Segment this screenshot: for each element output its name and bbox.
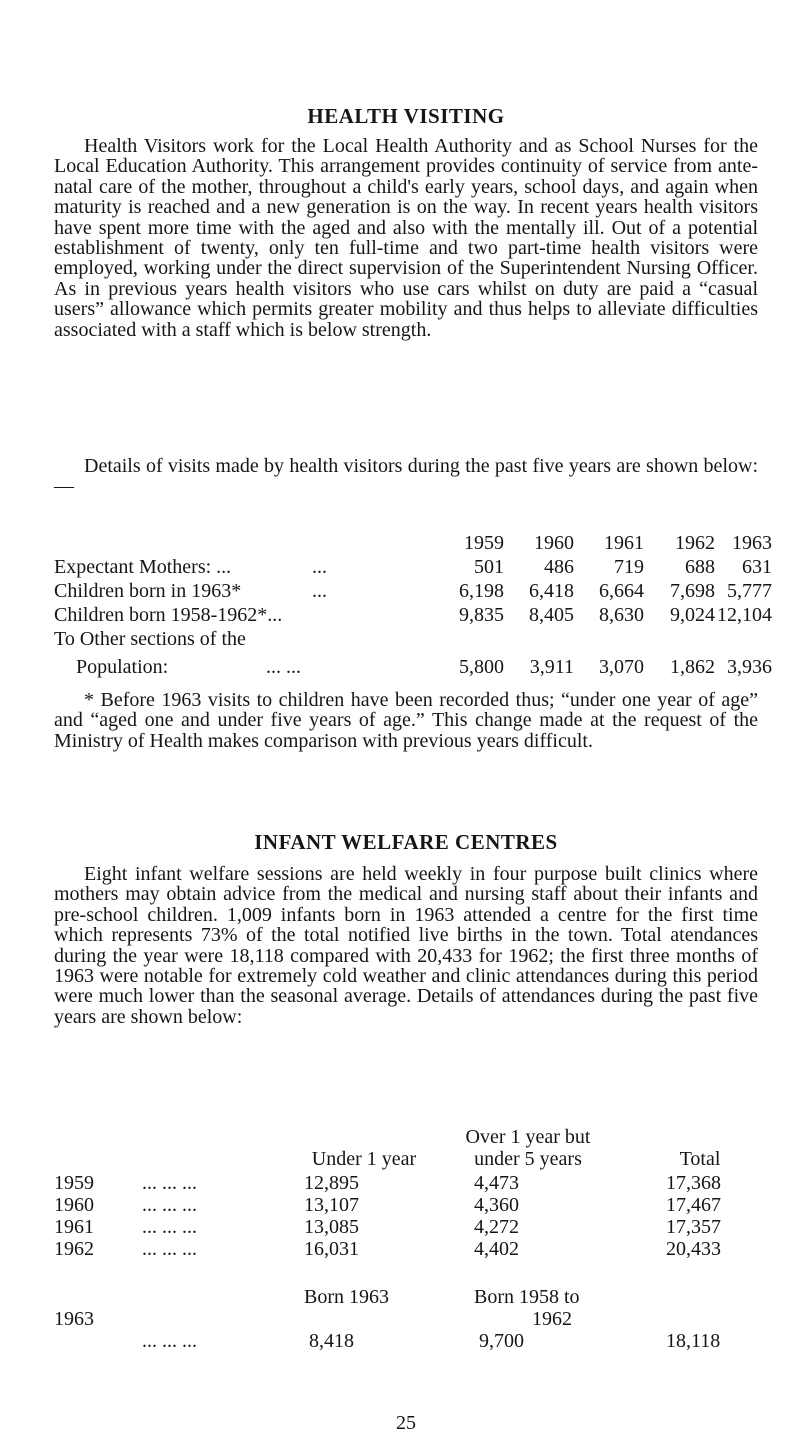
col-header-over1: under 5 years — [474, 1148, 582, 1170]
col-header-born-1963: Born 1963 — [304, 1286, 389, 1308]
table-cell: 9,700 — [479, 1330, 524, 1352]
table-cell: 6,418 — [529, 580, 574, 602]
table-cell: 12,104 — [717, 604, 772, 626]
visits-table — [54, 532, 772, 680]
table-cell: 5,800 — [459, 656, 504, 678]
row-label: To Other sections of the — [54, 628, 246, 650]
table-cell: 13,107 — [304, 1194, 359, 1216]
attendance-table — [54, 1126, 758, 1352]
table-row — [54, 604, 772, 628]
row-leader: ... ... ... — [142, 1194, 197, 1216]
visits-table-header — [54, 532, 772, 556]
table-cell: 6,664 — [599, 580, 644, 602]
table-cell: 4,402 — [474, 1238, 519, 1260]
row-leader: ... ... — [266, 656, 301, 678]
page-title: HEALTH VISITING — [307, 104, 505, 128]
table-row — [54, 1216, 758, 1238]
row-label: Children born 1958-1962*... — [54, 604, 283, 626]
row-year: 1963 — [54, 1308, 94, 1330]
col-header-born-range: 1962 — [532, 1308, 572, 1330]
table-cell: 17,368 — [666, 1172, 721, 1194]
document-page — [54, 0, 772, 1453]
table-cell: 8,418 — [309, 1330, 354, 1352]
row-label: Expectant Mothers: ... — [54, 556, 232, 578]
table-cell: 9,024 — [670, 604, 715, 626]
col-header-total: Total — [679, 1148, 721, 1170]
attendance-row-1963-top — [54, 1308, 758, 1330]
row-label: Children born in 1963* — [54, 580, 242, 602]
col-header-under1: Under 1 year — [311, 1148, 417, 1170]
table-cell: 12,895 — [304, 1172, 359, 1194]
table-cell: 501 — [474, 556, 504, 578]
footnote — [54, 690, 758, 751]
table-cell: 18,118 — [666, 1330, 721, 1352]
table-cell: 6,198 — [459, 580, 504, 602]
row-year: 1962 — [54, 1238, 94, 1260]
table-cell: 17,357 — [666, 1216, 721, 1238]
table-cell: 3,911 — [529, 656, 574, 678]
visits-intro-text: Details of visits made by health visitors during the past five years are shown below:— — [54, 455, 758, 498]
row-year: 1961 — [54, 1216, 94, 1238]
table-cell: 13,085 — [304, 1216, 359, 1238]
year-header: 1962 — [675, 532, 715, 554]
table-cell: 688 — [685, 556, 715, 578]
table-row — [54, 656, 772, 680]
table-cell: 9,835 — [459, 604, 504, 626]
table-cell: 486 — [544, 556, 574, 578]
row-leader: ... ... ... — [142, 1238, 197, 1260]
table-cell: 8,405 — [529, 604, 574, 626]
table-cell: 4,473 — [474, 1172, 519, 1194]
footnote-text: * Before 1963 visits to children have been recorded thus; “under one year of age” and “aged one and under five years of age.” This change made at the request of the Ministry of Health makes comparison with previous years difficult. — [54, 689, 758, 752]
year-header: 1961 — [604, 532, 644, 554]
year-header: 1960 — [534, 532, 574, 554]
row-leader: ... — [312, 580, 327, 602]
year-header: 1963 — [732, 532, 772, 554]
table-cell: 5,777 — [727, 580, 772, 602]
row-leader: ... ... ... — [142, 1172, 197, 1194]
row-leader: ... ... ... — [142, 1330, 197, 1352]
table-row — [54, 628, 758, 652]
table-cell: 4,360 — [474, 1194, 519, 1216]
table-cell: 17,467 — [666, 1194, 721, 1216]
row-leader: ... — [312, 556, 327, 578]
row-year: 1960 — [54, 1194, 94, 1216]
year-header: 1959 — [464, 532, 504, 554]
table-cell: 16,031 — [304, 1238, 359, 1260]
attendance-table-header — [54, 1126, 758, 1172]
table-cell: 20,433 — [666, 1238, 721, 1260]
col-header-born-range: Born 1958 to — [474, 1286, 580, 1308]
table-cell: 8,630 — [599, 604, 644, 626]
table-row — [54, 580, 772, 604]
table-cell: 4,272 — [474, 1216, 519, 1238]
table-row — [54, 1330, 758, 1352]
table-row — [54, 1172, 758, 1194]
table-row — [54, 1238, 758, 1260]
intro-paragraph — [54, 136, 758, 340]
welfare-paragraph — [54, 864, 758, 1027]
table-row — [54, 556, 772, 580]
welfare-paragraph-text: Eight infant welfare sessions are held weekly in four purpose built clinics where mothers may obtain advice from the medical and nursing staff about their infants and pre-school children. 1,009 infants born in 1963 attended a centre for the first time which represents 73% of the total notified live births in the town. Total atendances during the year were 18,118 compared with 20,433 for 1962; the first three months of 1963 were notable for extremely cold weather and clinic attendances during this period were much lower than the seasonal average. Details of attendances during the past five years are shown below: — [54, 863, 758, 1028]
table-cell: 3,936 — [727, 656, 772, 678]
table-cell: 631 — [742, 556, 772, 578]
section-title: INFANT WELFARE CENTRES — [254, 830, 558, 854]
table-cell: 7,698 — [670, 580, 715, 602]
table-cell: 719 — [614, 556, 644, 578]
table-cell: 3,070 — [599, 656, 644, 678]
row-label: Population: — [76, 656, 169, 678]
table-cell: 1,862 — [670, 656, 715, 678]
row-year: 1959 — [54, 1172, 94, 1194]
col-header-over1: Over 1 year but — [465, 1126, 591, 1148]
intro-paragraph-text: Health Visitors work for the Local Health Authority and as School Nurses for the Local Education Authority. This arrangement provides continuity of service from ante-natal care of the mother, throughout a child's early years, school days, and again when maturity is reached and a new generation is on the way. In recent years health visitors have spent more time with the aged and also with the mentally ill. Out of a potential establishment of twenty, only ten full-time and two part-time health visitors were employed, working under the direct supervision of the Superintendent Nursing Officer. As in previous years health visitors who use cars whilst on duty are paid a “casual users” allowance which permits greater mobility and thus helps to alleviate difficulties associated with a staff which is below strength. — [54, 135, 758, 341]
row-leader: ... ... ... — [142, 1216, 197, 1238]
visits-intro — [54, 456, 758, 497]
table-row — [54, 1194, 758, 1216]
page-number: 25 — [396, 1412, 416, 1434]
attendance-subheader — [54, 1286, 758, 1308]
